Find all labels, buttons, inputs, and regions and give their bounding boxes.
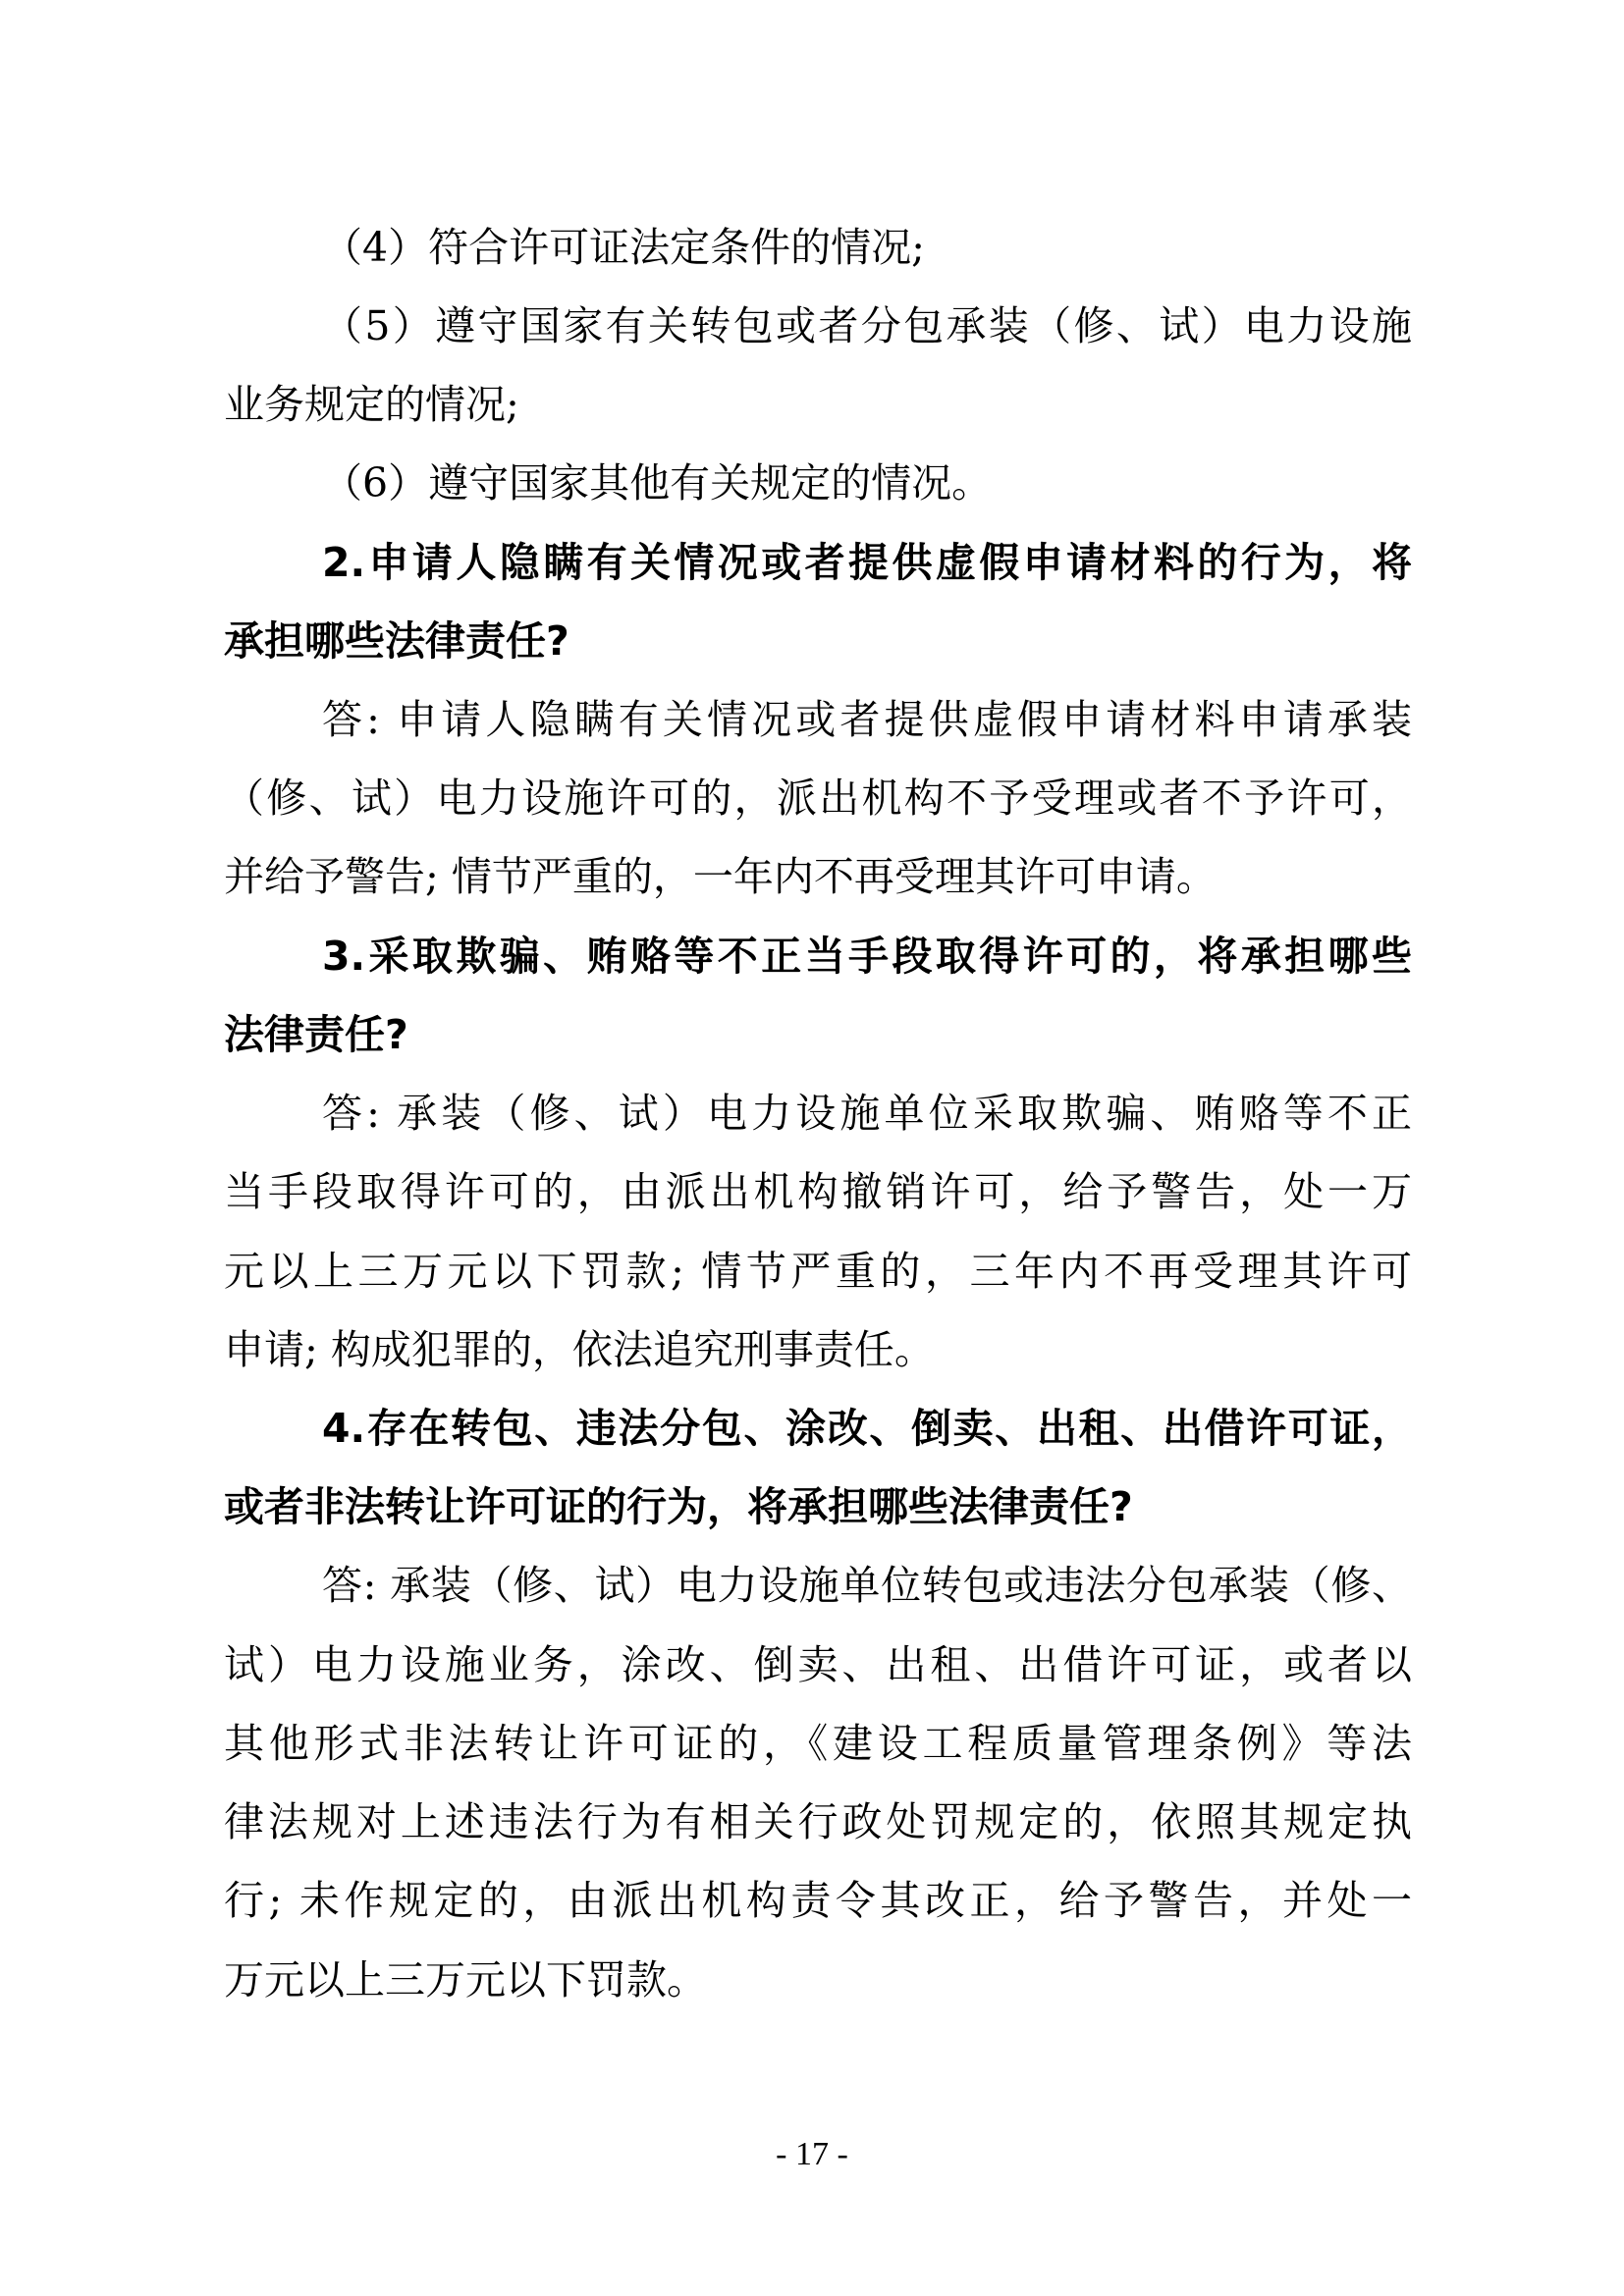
question-3-line-1: 3.采取欺骗、贿赂等不正当手段取得许可的，将承担哪些: [322, 933, 1412, 980]
question-4-line-1: 4.存在转包、违法分包、涂改、倒卖、出租、出借许可证，: [322, 1405, 1412, 1452]
answer-3-line-1: 答: 承装（修、试）电力设施单位采取欺骗、贿赂等不正: [322, 1090, 1412, 1137]
question-2-line-2: 承担哪些法律责任?: [224, 617, 569, 665]
answer-2-line-3: 并给予警告; 情节严重的，一年内不再受理其许可申请。: [224, 853, 1217, 900]
answer-4-line-2: 试）电力设施业务，涂改、倒卖、出租、出借许可证，或者以: [224, 1641, 1412, 1688]
answer-3-line-4: 申请; 构成犯罪的，依法追究刑事责任。: [224, 1326, 935, 1373]
answer-3-line-2: 当手段取得许可的，由派出机构撤销许可，给予警告，处一万: [224, 1168, 1412, 1215]
question-3-line-2: 法律责任?: [224, 1011, 408, 1058]
answer-4-line-4: 律法规对上述违法行为有相关行政处罚规定的，依照其规定执: [224, 1798, 1412, 1845]
page-number: - 17 -: [776, 2136, 848, 2172]
item-4-line-1: （4）符合许可证法定条件的情况;: [322, 224, 925, 271]
item-5-line-1: （5）遵守国家有关转包或者分包承装（修、试）电力设施: [322, 302, 1412, 349]
answer-4-line-1: 答: 承装（修、试）电力设施单位转包或违法分包承装（修、: [322, 1562, 1412, 1609]
question-2-line-1: 2.申请人隐瞒有关情况或者提供虚假申请材料的行为，将: [322, 539, 1412, 586]
answer-2-line-2: （修、试）电力设施许可的，派出机构不予受理或者不予许可，: [224, 774, 1412, 822]
answer-4-line-5: 行; 未作规定的，由派出机构责令其改正，给予警告，并处一: [224, 1877, 1412, 1924]
item-6-line-1: （6）遵守国家其他有关规定的情况。: [322, 459, 993, 507]
answer-3-line-3: 元以上三万元以下罚款; 情节严重的，三年内不再受理其许可: [224, 1248, 1412, 1295]
answer-2-line-1: 答: 申请人隐瞒有关情况或者提供虚假申请材料申请承装: [322, 696, 1412, 743]
question-4-line-2: 或者非法转让许可证的行为，将承担哪些法律责任?: [224, 1483, 1133, 1530]
answer-4-line-6: 万元以上三万元以下罚款。: [224, 1956, 707, 2003]
answer-4-line-3: 其他形式非法转让许可证的，《建设工程质量管理条例》等法: [224, 1720, 1412, 1767]
item-5-line-2: 业务规定的情况;: [224, 381, 519, 428]
